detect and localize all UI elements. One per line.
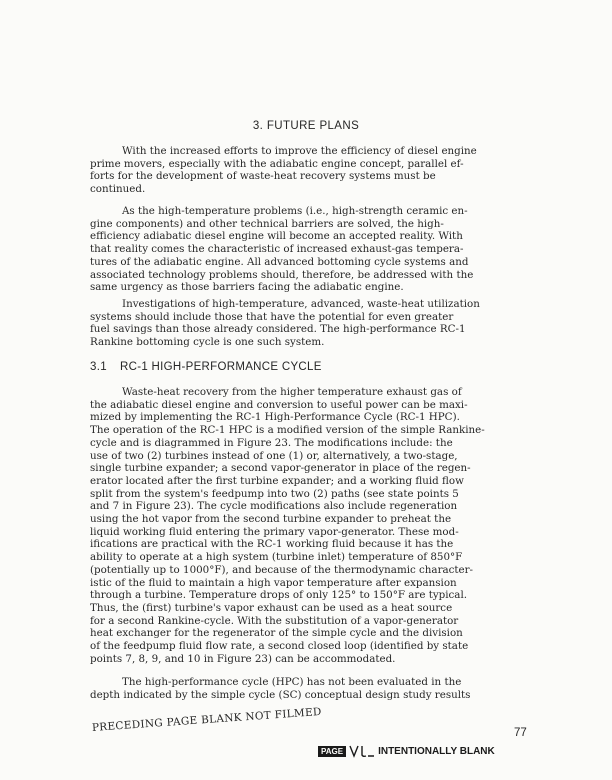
text-line: continued. [90,183,146,196]
text-line: Thus, the (first) turbine's vapor exhaust can be used as a heat source [90,601,453,614]
text-line: gine components) and other technical barriers are solved, the high- [90,217,444,230]
subsection-title: RC-1 HIGH-PERFORMANCE CYCLE [120,361,322,373]
text-line: Investigations of high-temperature, advanced, waste-heat utilization [122,298,480,310]
page-prefix: PAGE [318,746,346,757]
text-line: and 7 in Figure 23). The cycle modifications also include regeneration [90,500,458,513]
text-line: The high-performance cycle (HPC) has not been evaluated in the [122,676,462,688]
text-line: heat exchanger for the regenerator of the simple cycle and the division [90,627,463,640]
paragraph-4 [90,386,530,665]
intentionally-blank-stamp [318,744,495,758]
subsection-heading [90,361,322,373]
text-line: using the hot vapor from the second turbine expander to preheat the [90,513,452,526]
paragraph-3 [90,298,530,349]
text-line: With the increased efforts to improve the efficiency of diesel engine [122,145,477,157]
text-line: forts for the development of waste-heat recovery systems must be [90,170,436,183]
text-line: The operation of the RC-1 HPC is a modified version of the simple Rankine- [90,424,485,437]
text-line: tures of the adiabatic engine. All advanced bottoming cycle systems and [90,255,469,268]
paragraph-2 [90,205,530,294]
text-line: ability to operate at a high system (turbine inlet) temperature of 850°F [90,551,463,564]
text-line: depth indicated by the simple cycle (SC) conceptual design study results [90,688,471,701]
text-line: Waste-heat recovery from the higher temperature exhaust gas of [122,386,462,398]
paragraph-1 [90,145,530,196]
text-line: of the feedpump fluid flow rate, a second closed loop (identified by state [90,640,469,653]
text-line: split from the system's feedpump into two (2) paths (see state points 5 [90,487,459,500]
text-line: for a second Rankine-cycle. With the substitution of a vapor-generator [90,614,459,627]
text-line: the adiabatic diesel engine and conversion to useful power can be maxi- [90,398,468,411]
text-line: efficiency adiabatic diesel engine will become an accepted reality. With [90,230,463,243]
text-line: through a turbine. Temperature drops of only 125° to 150°F are typical. [90,589,468,602]
text-line: fuel savings than those already considered. The high-performance RC-1 [90,323,466,336]
section-title: 3. FUTURE PLANS [252,120,360,132]
text-line: associated technology problems should, therefore, be addressed with the [90,268,474,281]
text-line: prime movers, especially with the adiabatic engine concept, parallel ef- [90,157,464,170]
text-line: erator located after the first turbine expander; and a working fluid flow [90,474,464,487]
text-line: mized by implementing the RC-1 High-Performance Cycle (RC-1 HPC). [90,411,460,424]
text-line: liquid working fluid entering the primary vapor-generator. These mod- [90,525,459,538]
text-line: same urgency as those barriers facing the adiabatic engine. [90,281,404,294]
subsection-number: 3.1 [90,361,107,373]
text-line: ifications are practical with the RC-1 working fluid because it has the [90,538,454,551]
page-number: 77 [514,727,527,739]
text-line: istic of the fluid to maintain a high vapor temperature after expansion [90,576,457,589]
text-line: use of two (2) turbines instead of one (1) or, alternatively, a two-stage, [90,449,458,462]
handwritten-mark-icon [348,744,376,758]
text-line: As the high-temperature problems (i.e., high-strength ceramic en- [122,205,468,217]
blank-stamp-text: INTENTIONALLY BLANK [378,745,495,757]
paragraph-5 [90,676,530,701]
text-line: cycle and is diagrammed in Figure 23. The modifications include: the [90,436,453,449]
text-line: Rankine bottoming cycle is one such system. [90,336,325,349]
text-line: (potentially up to 1000°F), and because of the thermodynamic character- [90,563,474,576]
text-line: that reality comes the characteristic of increased exhaust-gas tempera- [90,243,464,256]
text-line: systems should include those that have the potential for even greater [90,310,454,323]
text-line: single turbine expander; a second vapor-generator in place of the regen- [90,462,471,475]
text-line: points 7, 8, 9, and 10 in Figure 23) can be accommodated. [90,652,396,665]
preceding-page-stamp: PRECEDING PAGE BLANK NOT FILMED [91,705,323,734]
